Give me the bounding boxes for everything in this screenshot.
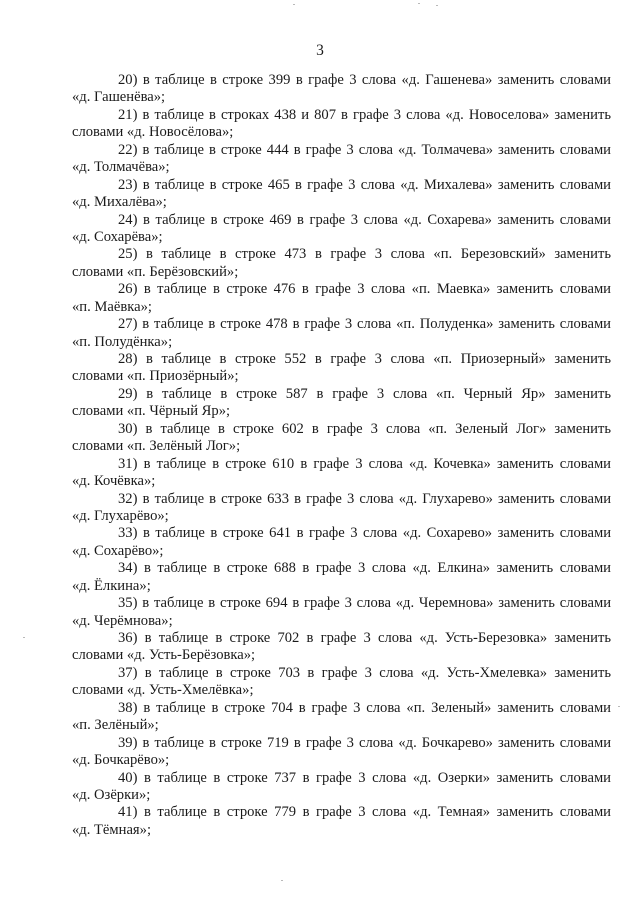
item-first-line: 35) в таблице в строке 694 в графе 3 слова «д. Черемнова» заменить словами <box>118 595 611 612</box>
item-continuation-line: словами «д. Усть-Берёзовка»; <box>72 647 256 664</box>
scan-speck <box>281 880 283 881</box>
list-item <box>72 700 611 735</box>
scan-speck <box>618 706 620 707</box>
item-first-line: 21) в таблице в строках 438 и 807 в графе 3 слова «д. Новоселова» заменить <box>118 106 611 123</box>
list-item <box>72 770 611 805</box>
list-item <box>72 177 611 212</box>
list-item <box>72 630 611 665</box>
item-continuation-line: словами «д. Усть-Хмелёвка»; <box>72 682 254 699</box>
amendment-list <box>72 72 611 839</box>
item-first-line: 29) в таблице в строке 587 в графе 3 слова «п. Черный Яр» заменить <box>118 385 611 402</box>
item-first-line: 33) в таблице в строке 641 в графе 3 слова «д. Сохарево» заменить словами <box>118 525 611 542</box>
scan-speck <box>418 3 420 4</box>
item-continuation-line: «д. Глухарёво»; <box>72 507 169 524</box>
list-item <box>72 246 611 281</box>
item-continuation-line: «п. Зелёный»; <box>72 717 159 734</box>
list-item <box>72 560 611 595</box>
item-first-line: 31) в таблице в строке 610 в графе 3 слова «д. Кочевка» заменить словами <box>118 455 611 472</box>
item-first-line: 30) в таблице в строке 602 в графе 3 слова «п. Зеленый Лог» заменить <box>118 420 611 437</box>
item-continuation-line: «п. Маёвка»; <box>72 298 152 315</box>
item-continuation-line: «д. Ёлкина»; <box>72 577 151 594</box>
list-item <box>72 491 611 526</box>
item-continuation-line: словами «п. Чёрный Яр»; <box>72 403 231 420</box>
list-item <box>72 735 611 770</box>
list-item <box>72 595 611 630</box>
item-first-line: 36) в таблице в строке 702 в графе 3 слова «д. Усть-Березовка» заменить <box>118 630 611 646</box>
list-item <box>72 212 611 247</box>
item-first-line: 38) в таблице в строке 704 в графе 3 слова «п. Зеленый» заменить словами <box>118 699 611 716</box>
item-continuation-line: «д. Сохарёва»; <box>72 228 163 245</box>
item-continuation-line: «д. Озёрки»; <box>72 786 151 803</box>
item-first-line: 27) в таблице в строке 478 в графе 3 слова «п. Полуденка» заменить словами <box>118 316 611 333</box>
item-continuation-line: «д. Толмачёва»; <box>72 159 170 176</box>
list-item <box>72 281 611 316</box>
item-first-line: 24) в таблице в строке 469 в графе 3 слова «д. Сохарева» заменить словами <box>118 211 611 228</box>
list-item <box>72 421 611 456</box>
scan-speck <box>23 637 25 638</box>
list-item <box>72 665 611 700</box>
item-first-line: 40) в таблице в строке 737 в графе 3 слова «д. Озерки» заменить словами <box>118 769 611 786</box>
item-continuation-line: «д. Михалёва»; <box>72 194 167 211</box>
item-continuation-line: «д. Гашенёва»; <box>72 89 166 106</box>
item-first-line: 26) в таблице в строке 476 в графе 3 слова «п. Маевка» заменить словами <box>118 281 611 298</box>
item-continuation-line: словами «п. Приозёрный»; <box>72 368 239 385</box>
item-first-line: 20) в таблице в строке 399 в графе 3 слова «д. Гашенева» заменить словами <box>118 72 611 88</box>
item-first-line: 32) в таблице в строке 633 в графе 3 слова «д. Глухарево» заменить словами <box>118 490 611 507</box>
list-item <box>72 386 611 421</box>
item-first-line: 34) в таблице в строке 688 в графе 3 слова «д. Елкина» заменить словами <box>118 560 611 577</box>
page-number: 3 <box>316 42 324 59</box>
item-continuation-line: словами «д. Новосёлова»; <box>72 124 234 141</box>
list-item <box>72 351 611 386</box>
item-continuation-line: словами «п. Зелёный Лог»; <box>72 438 241 455</box>
item-first-line: 22) в таблице в строке 444 в графе 3 слова «д. Толмачева» заменить словами <box>118 141 611 158</box>
item-first-line: 25) в таблице в строке 473 в графе 3 слова «п. Березовский» заменить <box>118 246 611 263</box>
item-first-line: 41) в таблице в строке 779 в графе 3 слова «д. Темная» заменить словами <box>118 804 611 821</box>
item-continuation-line: «д. Бочкарёво»; <box>72 752 170 769</box>
item-continuation-line: «д. Черёмнова»; <box>72 612 173 629</box>
list-item <box>72 107 611 142</box>
item-continuation-line: «д. Сохарёво»; <box>72 542 164 559</box>
list-item <box>72 804 611 839</box>
item-continuation-line: «д. Тёмная»; <box>72 821 151 838</box>
list-item <box>72 142 611 177</box>
scan-speck <box>436 5 438 6</box>
list-item <box>72 316 611 351</box>
item-first-line: 37) в таблице в строке 703 в графе 3 слова «д. Усть-Хмелевка» заменить <box>118 664 611 681</box>
item-first-line: 23) в таблице в строке 465 в графе 3 слова «д. Михалева» заменить словами <box>118 176 611 193</box>
scan-speck <box>293 4 295 5</box>
list-item <box>72 525 611 560</box>
list-item <box>72 72 611 107</box>
item-continuation-line: «д. Кочёвка»; <box>72 473 156 490</box>
item-continuation-line: «п. Полудёнка»; <box>72 333 173 350</box>
list-item <box>72 456 611 491</box>
item-first-line: 39) в таблице в строке 719 в графе 3 слова «д. Бочкарево» заменить словами <box>118 734 611 751</box>
item-first-line: 28) в таблице в строке 552 в графе 3 слова «п. Приозерный» заменить <box>118 351 611 367</box>
item-continuation-line: словами «п. Берёзовский»; <box>72 263 239 280</box>
